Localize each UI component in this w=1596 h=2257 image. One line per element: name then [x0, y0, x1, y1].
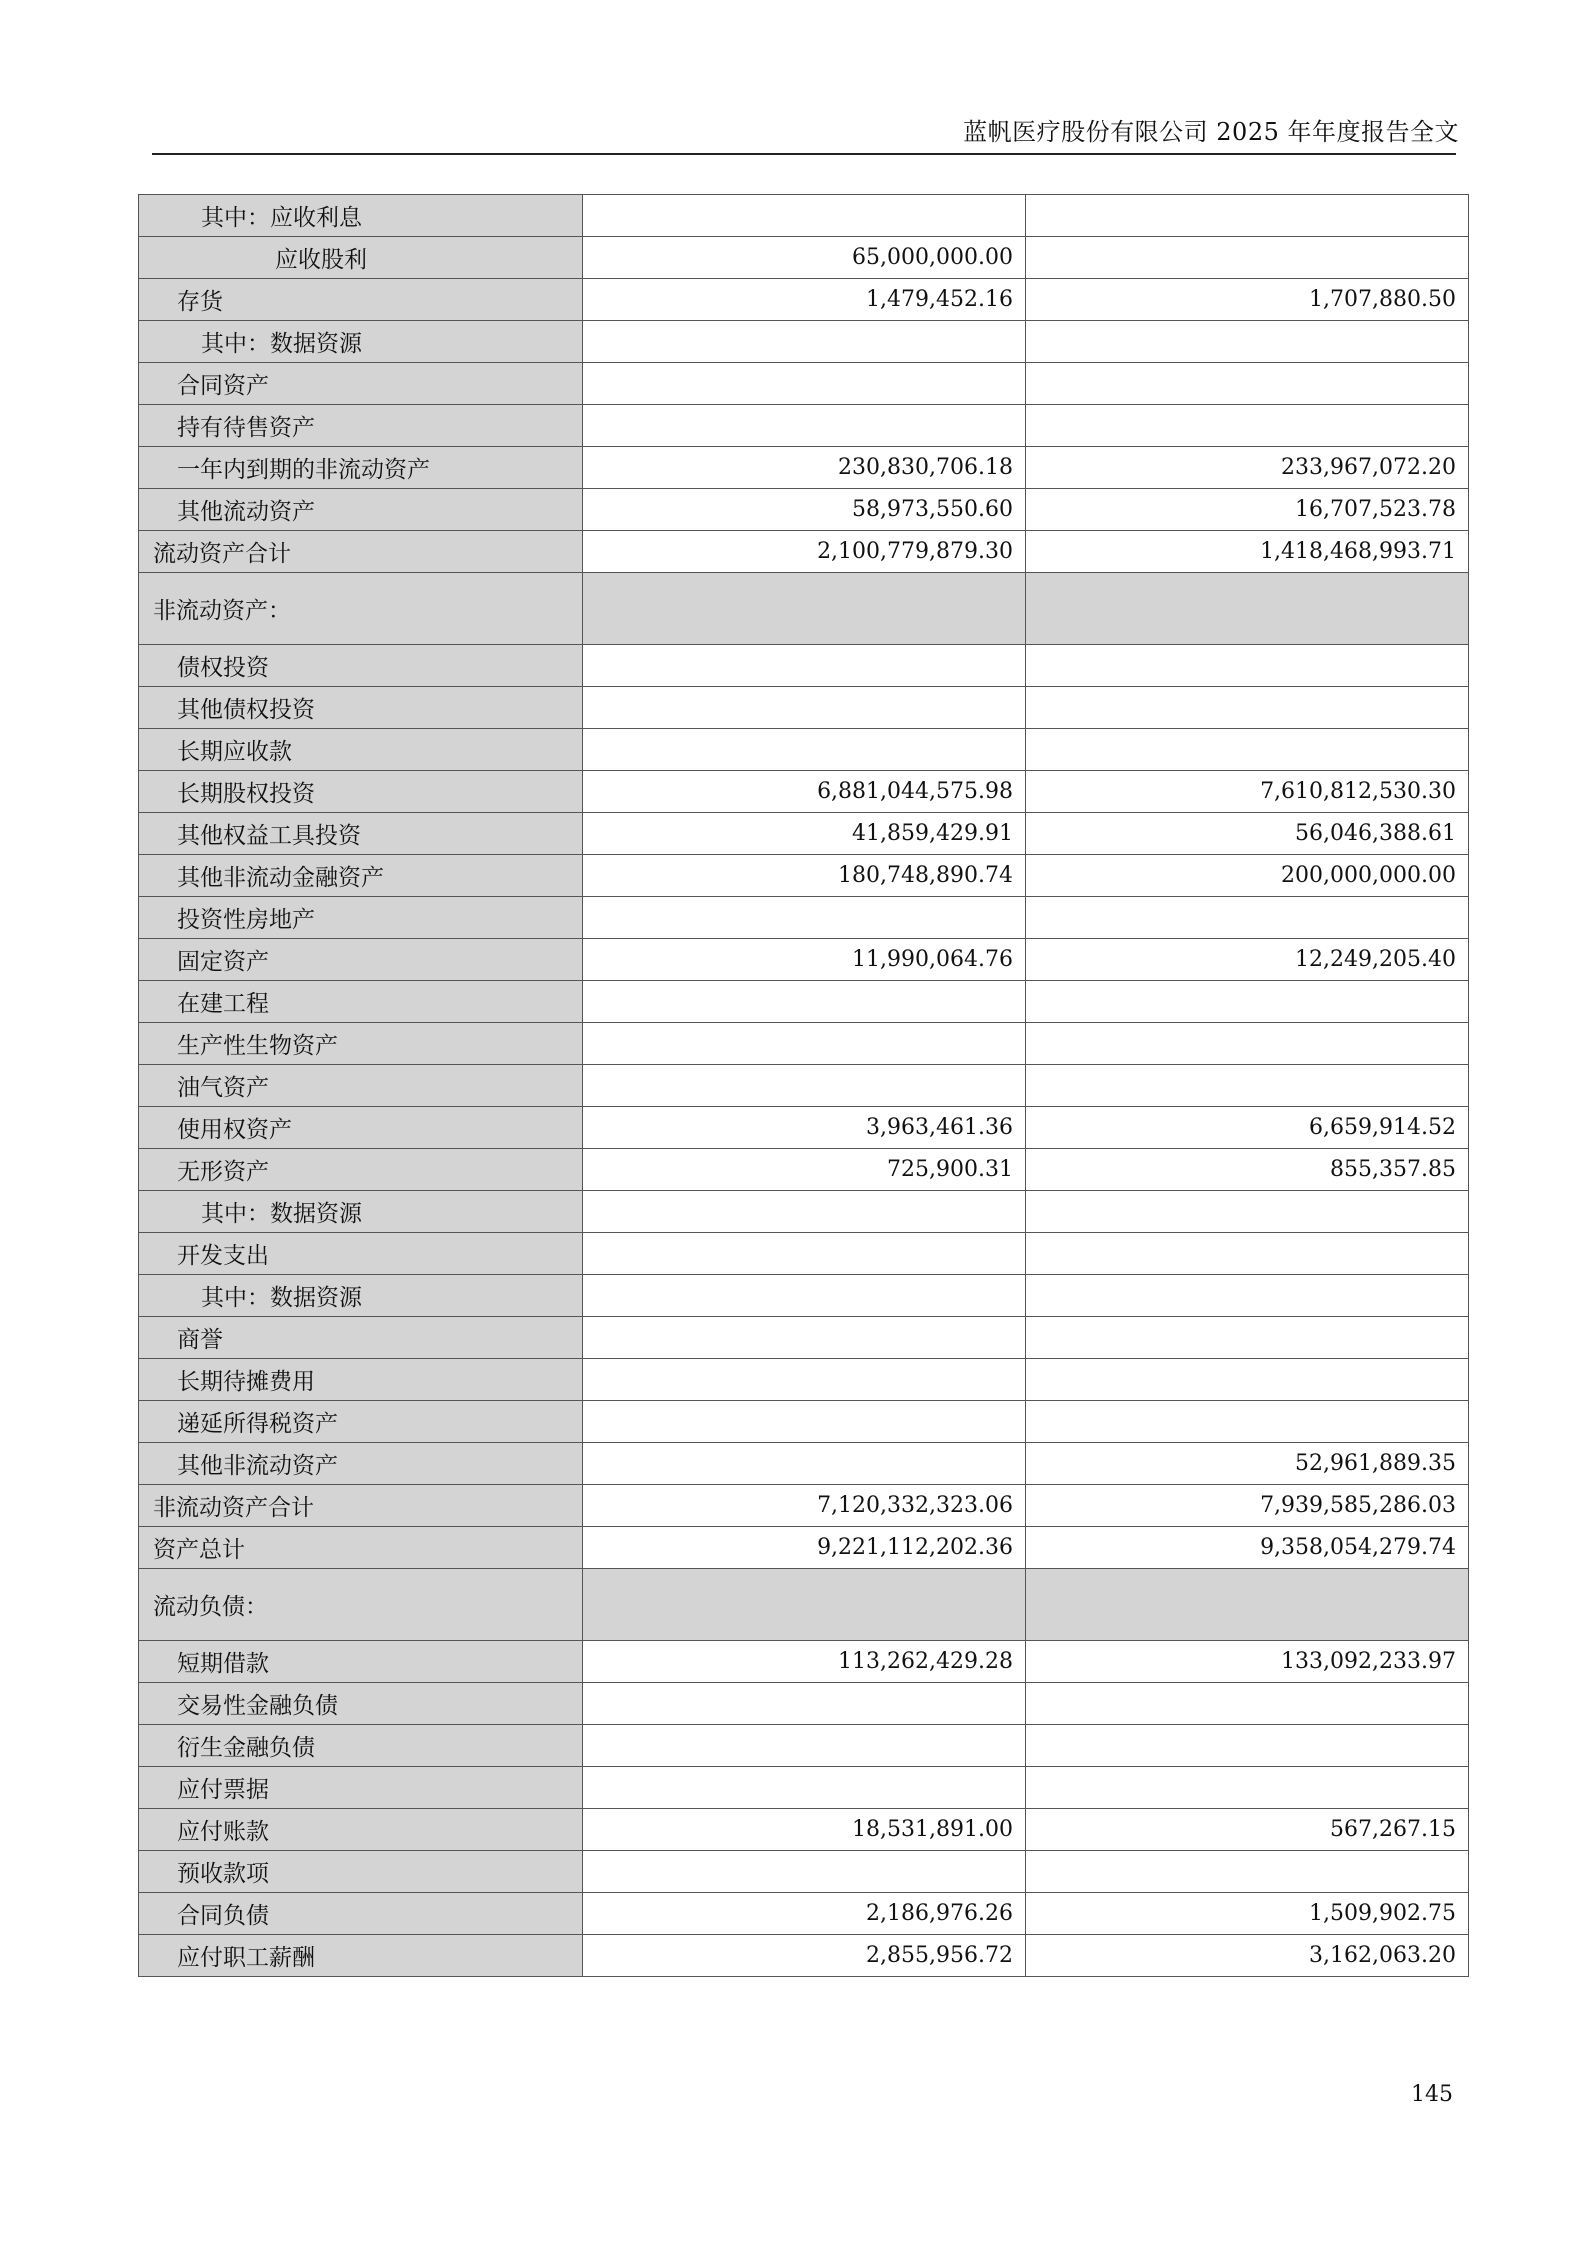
header-divider	[152, 153, 1456, 155]
table-row	[139, 1485, 1469, 1527]
current-period-value: 2,186,976.26	[583, 1893, 1026, 1935]
prior-period-value	[1026, 405, 1469, 447]
table-row	[139, 855, 1469, 897]
prior-period-value: 855,357.85	[1026, 1149, 1469, 1191]
current-period-value	[583, 1683, 1026, 1725]
prior-period-value	[1026, 1725, 1469, 1767]
row-label: 非流动资产合计	[139, 1485, 583, 1527]
balance-sheet-body	[139, 195, 1469, 1977]
current-period-value: 11,990,064.76	[583, 939, 1026, 981]
table-row	[139, 1893, 1469, 1935]
current-period-value	[583, 573, 1026, 645]
row-label: 长期股权投资	[139, 771, 583, 813]
prior-period-value: 7,610,812,530.30	[1026, 771, 1469, 813]
table-row	[139, 729, 1469, 771]
row-label: 其中：数据资源	[139, 321, 583, 363]
current-period-value	[583, 1725, 1026, 1767]
row-label: 持有待售资产	[139, 405, 583, 447]
prior-period-value	[1026, 1359, 1469, 1401]
row-label: 在建工程	[139, 981, 583, 1023]
current-period-value: 2,855,956.72	[583, 1935, 1026, 1977]
table-row	[139, 405, 1469, 447]
prior-period-value	[1026, 195, 1469, 237]
table-row	[139, 1935, 1469, 1977]
prior-period-value	[1026, 1233, 1469, 1275]
row-label: 应付职工薪酬	[139, 1935, 583, 1977]
table-row	[139, 447, 1469, 489]
table-row	[139, 1641, 1469, 1683]
table-row	[139, 1317, 1469, 1359]
table-row	[139, 1401, 1469, 1443]
current-period-value	[583, 1401, 1026, 1443]
row-label: 长期待摊费用	[139, 1359, 583, 1401]
prior-period-value: 56,046,388.61	[1026, 813, 1469, 855]
prior-period-value: 1,707,880.50	[1026, 279, 1469, 321]
prior-period-value	[1026, 645, 1469, 687]
table-section-row	[139, 1569, 1469, 1641]
row-label: 投资性房地产	[139, 897, 583, 939]
current-period-value: 230,830,706.18	[583, 447, 1026, 489]
row-label: 应付票据	[139, 1767, 583, 1809]
table-row	[139, 1767, 1469, 1809]
table-row	[139, 939, 1469, 981]
current-period-value	[583, 1767, 1026, 1809]
prior-period-value	[1026, 897, 1469, 939]
current-period-value	[583, 645, 1026, 687]
row-label: 其中：数据资源	[139, 1275, 583, 1317]
row-label: 存货	[139, 279, 583, 321]
table-row	[139, 1191, 1469, 1233]
current-period-value	[583, 1233, 1026, 1275]
current-period-value	[583, 405, 1026, 447]
row-label: 资产总计	[139, 1527, 583, 1569]
prior-period-value: 6,659,914.52	[1026, 1107, 1469, 1149]
current-period-value: 3,963,461.36	[583, 1107, 1026, 1149]
prior-period-value	[1026, 363, 1469, 405]
table-row	[139, 1527, 1469, 1569]
row-label: 流动负债：	[139, 1569, 583, 1641]
prior-period-value	[1026, 1191, 1469, 1233]
prior-period-value: 52,961,889.35	[1026, 1443, 1469, 1485]
row-label: 其他流动资产	[139, 489, 583, 531]
table-row	[139, 771, 1469, 813]
current-period-value	[583, 897, 1026, 939]
page-number: 145	[1411, 2082, 1453, 2107]
row-label: 合同负债	[139, 1893, 583, 1935]
prior-period-value	[1026, 1401, 1469, 1443]
prior-period-value	[1026, 981, 1469, 1023]
row-label: 使用权资产	[139, 1107, 583, 1149]
current-period-value	[583, 1065, 1026, 1107]
prior-period-value: 1,418,468,993.71	[1026, 531, 1469, 573]
row-label: 商誉	[139, 1317, 583, 1359]
table-row	[139, 1107, 1469, 1149]
current-period-value: 180,748,890.74	[583, 855, 1026, 897]
prior-period-value: 1,509,902.75	[1026, 1893, 1469, 1935]
table-row	[139, 1023, 1469, 1065]
current-period-value	[583, 1569, 1026, 1641]
table-row	[139, 489, 1469, 531]
prior-period-value	[1026, 573, 1469, 645]
current-period-value	[583, 1851, 1026, 1893]
current-period-value	[583, 1443, 1026, 1485]
row-label: 油气资产	[139, 1065, 583, 1107]
table-row	[139, 321, 1469, 363]
table-row	[139, 1851, 1469, 1893]
table-row	[139, 363, 1469, 405]
current-period-value	[583, 981, 1026, 1023]
table-row	[139, 1233, 1469, 1275]
row-label: 开发支出	[139, 1233, 583, 1275]
row-label: 债权投资	[139, 645, 583, 687]
table-row	[139, 813, 1469, 855]
prior-period-value	[1026, 1065, 1469, 1107]
prior-period-value: 233,967,072.20	[1026, 447, 1469, 489]
current-period-value: 7,120,332,323.06	[583, 1485, 1026, 1527]
prior-period-value	[1026, 1275, 1469, 1317]
current-period-value	[583, 687, 1026, 729]
prior-period-value	[1026, 1767, 1469, 1809]
current-period-value	[583, 1191, 1026, 1233]
prior-period-value	[1026, 1851, 1469, 1893]
row-label: 固定资产	[139, 939, 583, 981]
row-label: 其他非流动金融资产	[139, 855, 583, 897]
table-row	[139, 1443, 1469, 1485]
prior-period-value	[1026, 321, 1469, 363]
row-label: 应付账款	[139, 1809, 583, 1851]
row-label: 预收款项	[139, 1851, 583, 1893]
table-row	[139, 1683, 1469, 1725]
current-period-value: 9,221,112,202.36	[583, 1527, 1026, 1569]
table-row	[139, 1725, 1469, 1767]
current-period-value	[583, 363, 1026, 405]
prior-period-value: 12,249,205.40	[1026, 939, 1469, 981]
prior-period-value	[1026, 729, 1469, 771]
table-row	[139, 1359, 1469, 1401]
table-row	[139, 687, 1469, 729]
row-label: 交易性金融负债	[139, 1683, 583, 1725]
report-header-title: 蓝帆医疗股份有限公司 2025 年年度报告全文	[963, 118, 1459, 146]
current-period-value: 65,000,000.00	[583, 237, 1026, 279]
prior-period-value	[1026, 1683, 1469, 1725]
current-period-value: 1,479,452.16	[583, 279, 1026, 321]
row-label: 衍生金融负债	[139, 1725, 583, 1767]
current-period-value: 113,262,429.28	[583, 1641, 1026, 1683]
current-period-value: 2,100,779,879.30	[583, 531, 1026, 573]
table-row	[139, 1149, 1469, 1191]
table-row	[139, 981, 1469, 1023]
prior-period-value	[1026, 237, 1469, 279]
current-period-value: 58,973,550.60	[583, 489, 1026, 531]
current-period-value	[583, 1023, 1026, 1065]
prior-period-value: 16,707,523.78	[1026, 489, 1469, 531]
row-label: 其中：数据资源	[139, 1191, 583, 1233]
row-label: 合同资产	[139, 363, 583, 405]
row-label: 流动资产合计	[139, 531, 583, 573]
prior-period-value: 3,162,063.20	[1026, 1935, 1469, 1977]
current-period-value	[583, 729, 1026, 771]
current-period-value	[583, 1317, 1026, 1359]
table-row	[139, 1065, 1469, 1107]
row-label: 一年内到期的非流动资产	[139, 447, 583, 489]
current-period-value	[583, 1359, 1026, 1401]
prior-period-value	[1026, 687, 1469, 729]
current-period-value: 6,881,044,575.98	[583, 771, 1026, 813]
prior-period-value: 133,092,233.97	[1026, 1641, 1469, 1683]
row-label: 其他权益工具投资	[139, 813, 583, 855]
table-row	[139, 1809, 1469, 1851]
row-label: 递延所得税资产	[139, 1401, 583, 1443]
current-period-value	[583, 1275, 1026, 1317]
row-label: 其中：应收利息	[139, 195, 583, 237]
prior-period-value: 200,000,000.00	[1026, 855, 1469, 897]
prior-period-value: 9,358,054,279.74	[1026, 1527, 1469, 1569]
prior-period-value	[1026, 1317, 1469, 1359]
row-label: 长期应收款	[139, 729, 583, 771]
table-row	[139, 1275, 1469, 1317]
current-period-value	[583, 195, 1026, 237]
table-section-row	[139, 573, 1469, 645]
prior-period-value	[1026, 1023, 1469, 1065]
table-row	[139, 897, 1469, 939]
table-row	[139, 195, 1469, 237]
table-row	[139, 237, 1469, 279]
row-label: 其他债权投资	[139, 687, 583, 729]
row-label: 生产性生物资产	[139, 1023, 583, 1065]
row-label: 其他非流动资产	[139, 1443, 583, 1485]
row-label: 应收股利	[139, 237, 583, 279]
prior-period-value	[1026, 1569, 1469, 1641]
row-label: 短期借款	[139, 1641, 583, 1683]
table-row	[139, 279, 1469, 321]
row-label: 非流动资产：	[139, 573, 583, 645]
prior-period-value: 567,267.15	[1026, 1809, 1469, 1851]
current-period-value	[583, 321, 1026, 363]
current-period-value: 725,900.31	[583, 1149, 1026, 1191]
table-row	[139, 531, 1469, 573]
current-period-value: 18,531,891.00	[583, 1809, 1026, 1851]
table-row	[139, 645, 1469, 687]
prior-period-value: 7,939,585,286.03	[1026, 1485, 1469, 1527]
current-period-value: 41,859,429.91	[583, 813, 1026, 855]
balance-sheet-table	[138, 194, 1469, 1977]
row-label: 无形资产	[139, 1149, 583, 1191]
